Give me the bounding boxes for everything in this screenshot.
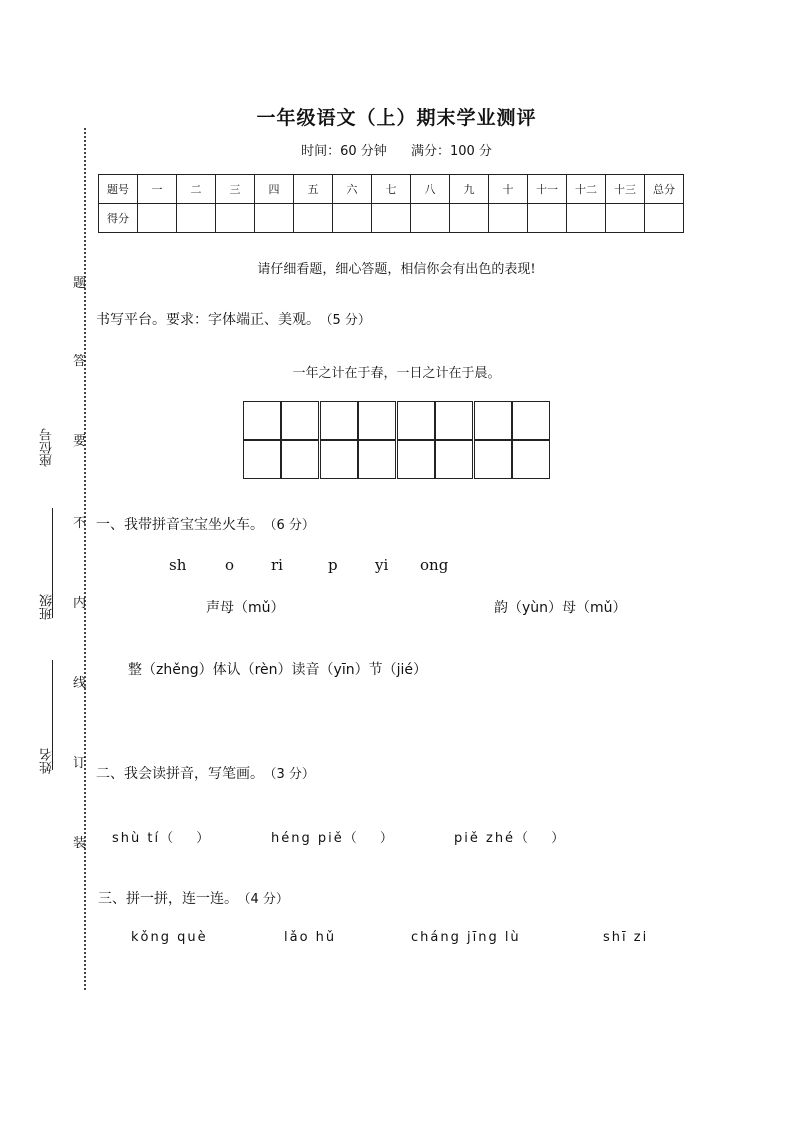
binding-char: 装 — [73, 836, 87, 851]
score-entry-cell[interactable] — [216, 204, 255, 233]
q1-points: （6 分） — [270, 518, 315, 533]
finals-label: 韵（yùn）母（mǔ） — [494, 600, 627, 616]
binding-char: 订 — [73, 756, 87, 771]
writing-cell[interactable] — [243, 401, 281, 440]
q3-heading-text: 三、拼一拼，连一连。 — [98, 891, 238, 907]
table-cell: 总分 — [645, 175, 684, 204]
writing-cell[interactable] — [435, 440, 473, 479]
table-cell: 六 — [333, 175, 372, 204]
binding-char: 要 — [73, 434, 87, 449]
syllable: o — [225, 556, 235, 574]
table-cell: 八 — [411, 175, 450, 204]
encouragement-notice: 请仔细看题，细心答题，相信你会有出色的表现! — [257, 262, 536, 277]
writing-cell[interactable] — [474, 440, 512, 479]
writing-cell[interactable] — [435, 401, 473, 440]
pinyin-item: shī zi — [603, 930, 649, 945]
score-entry-cell[interactable] — [567, 204, 606, 233]
table-cell: 得分 — [99, 204, 138, 233]
table-cell: 十二 — [567, 175, 606, 204]
exam-full-score: 满分：100 分 — [410, 144, 492, 159]
initials-label: 声母（mǔ） — [206, 600, 285, 616]
score-entry-cell[interactable] — [606, 204, 645, 233]
q2-heading-text: 二、我会读拼音，写笔画。 — [96, 766, 264, 782]
pinyin-item: lǎo hǔ — [284, 930, 337, 945]
table-cell: 题号 — [99, 175, 138, 204]
q3-heading — [98, 888, 289, 908]
writing-cell[interactable] — [512, 440, 550, 479]
score-entry-cell[interactable] — [489, 204, 528, 233]
class-label: 班级 — [40, 594, 55, 620]
writing-cell[interactable] — [512, 401, 550, 440]
q2-heading — [96, 763, 315, 783]
table-cell: 一 — [138, 175, 177, 204]
name-label: 姓名 — [40, 748, 55, 774]
writing-heading — [96, 309, 371, 329]
writing-grid — [243, 401, 551, 481]
page-title: 一年级语文（上）期末学业测评 — [256, 107, 537, 129]
exam-info — [0, 140, 793, 159]
table-cell: 十 — [489, 175, 528, 204]
writing-cell[interactable] — [281, 440, 319, 479]
score-entry-cell[interactable] — [450, 204, 489, 233]
score-entry-cell[interactable] — [294, 204, 333, 233]
binding-char: 线 — [73, 676, 87, 691]
score-entry-cell[interactable] — [333, 204, 372, 233]
writing-quote: 一年之计在于春，一日之计在于晨。 — [292, 366, 501, 381]
score-entry-cell[interactable] — [372, 204, 411, 233]
q1-heading-text: 一、我带拼音宝宝坐火车。 — [96, 517, 264, 533]
table-cell: 十一 — [528, 175, 567, 204]
writing-cell[interactable] — [320, 440, 358, 479]
table-cell: 十三 — [606, 175, 645, 204]
score-entry-cell[interactable] — [645, 204, 684, 233]
writing-cell[interactable] — [281, 401, 319, 440]
syllable: ong — [420, 556, 449, 574]
binding-char: 内 — [73, 596, 87, 611]
writing-cell[interactable] — [320, 401, 358, 440]
binding-char: 不 — [73, 516, 87, 531]
table-cell: 五 — [294, 175, 333, 204]
score-entry-cell[interactable] — [528, 204, 567, 233]
syllable: yi — [375, 556, 389, 574]
writing-cell[interactable] — [474, 401, 512, 440]
table-cell: 三 — [216, 175, 255, 204]
writing-cell[interactable] — [358, 440, 396, 479]
table-cell: 九 — [450, 175, 489, 204]
syllable: p — [328, 556, 338, 574]
score-entry-cell[interactable] — [411, 204, 450, 233]
stroke-item: shù tí（ ） — [112, 831, 212, 846]
syllable: sh — [169, 556, 187, 574]
writing-points: （5 分） — [326, 313, 371, 328]
score-entry-cell[interactable] — [255, 204, 294, 233]
writing-heading-text: 书写平台。要求：字体端正、美观。 — [96, 312, 320, 328]
writing-cell[interactable] — [397, 440, 435, 479]
binding-char: 答 — [73, 354, 87, 369]
whole-syllables-label: 整（zhěng）体认（rèn）读音（yīn）节（jié） — [128, 662, 427, 678]
table-cell: 七 — [372, 175, 411, 204]
writing-cell[interactable] — [358, 401, 396, 440]
score-entry-cell[interactable] — [138, 204, 177, 233]
q1-heading — [96, 514, 315, 534]
score-table-score-row — [99, 204, 684, 233]
syllable: ri — [271, 556, 283, 574]
exam-time: 时间：60 分钟 — [301, 144, 387, 159]
q2-points: （3 分） — [270, 767, 315, 782]
score-entry-cell[interactable] — [177, 204, 216, 233]
score-table-header-row — [99, 175, 684, 204]
table-cell: 二 — [177, 175, 216, 204]
writing-cell[interactable] — [397, 401, 435, 440]
q3-points: （4 分） — [244, 892, 289, 907]
binding-char: 题 — [73, 276, 87, 291]
pinyin-item: cháng jīng lù — [411, 930, 521, 945]
table-cell: 四 — [255, 175, 294, 204]
seat-number-label: 座位号 — [40, 428, 55, 467]
pinyin-item: kǒng què — [131, 930, 208, 945]
stroke-item: piě zhé（ ） — [454, 831, 567, 846]
writing-cell[interactable] — [243, 440, 281, 479]
stroke-item: héng piě（ ） — [271, 831, 395, 846]
score-table — [98, 174, 684, 233]
